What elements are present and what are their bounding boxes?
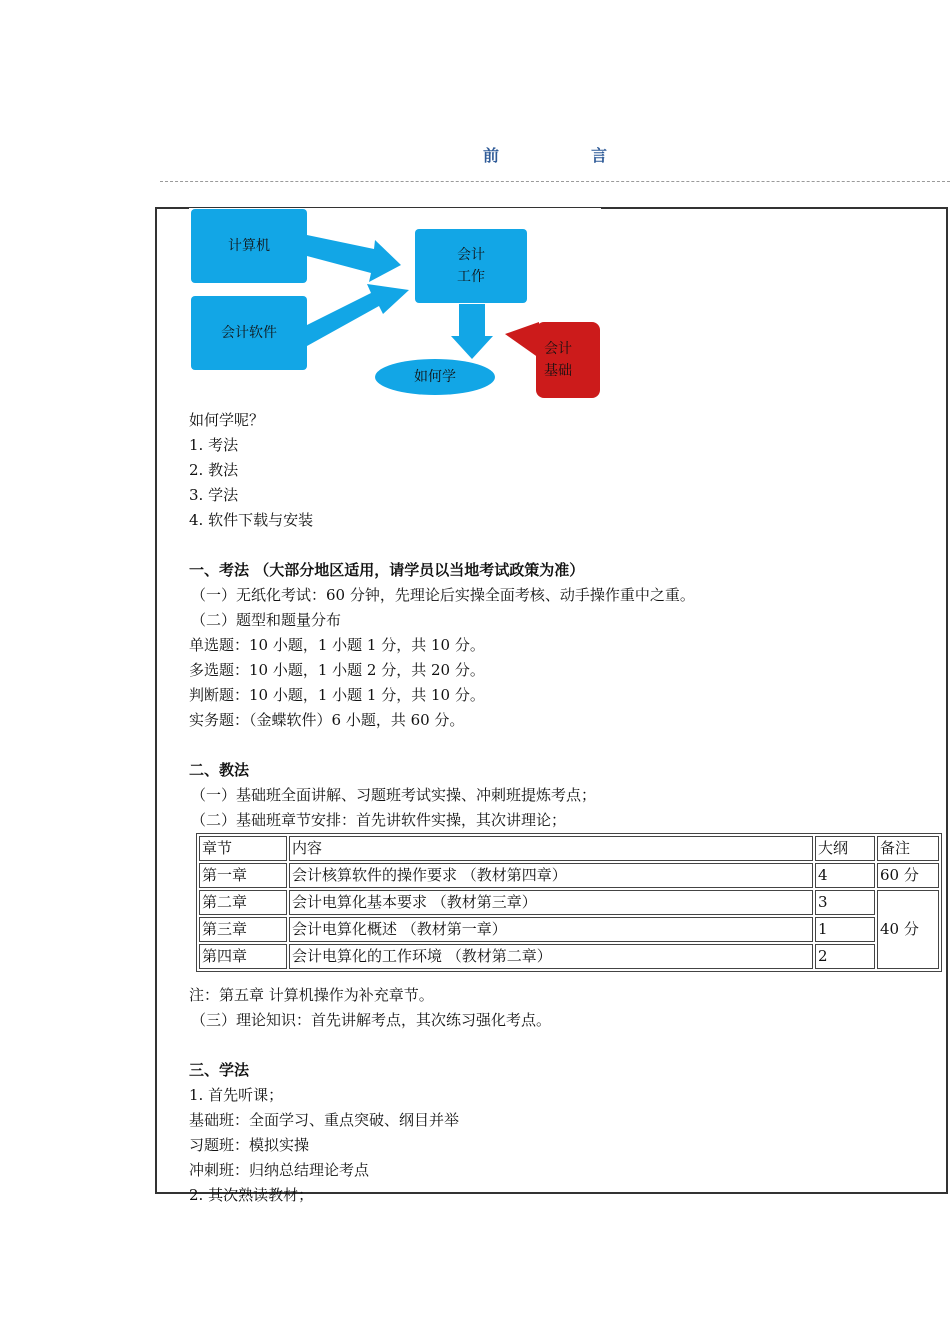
cell-outline: 2 (815, 944, 875, 969)
section1-q4: 实务题：（金蝶软件）6 小题，共 60 分。 (189, 711, 465, 729)
cell-chapter: 第三章 (199, 917, 287, 942)
section3-l4: 冲刺班：归纳总结理论考点 (189, 1161, 370, 1179)
table-header-row (199, 836, 939, 861)
section2-heading: 二、教法 (189, 761, 250, 779)
cell-content: 会计核算软件的操作要求 （教材第四章） (289, 863, 813, 888)
intro-question: 如何学呢？ (189, 411, 265, 429)
section2-p1: （一）基础班全面讲解、习题班考试实操、冲刺班提炼考点； (191, 786, 597, 804)
node-basics-label-2: 基础 (544, 363, 572, 379)
document-body (189, 408, 941, 1208)
node-work-label-2: 工作 (457, 269, 485, 285)
section1-heading: 一、考法 （大部分地区适用，请学员以当地考试政策为准） (189, 561, 585, 579)
node-how-label: 如何学 (414, 369, 456, 385)
section2-p2: （二）基础班章节安排：首先讲软件实操，其次讲理论； (191, 811, 567, 829)
intro-item-3: 3. 学法 (189, 486, 239, 504)
page-title: 前 言 (482, 146, 645, 165)
dashed-divider (160, 181, 950, 182)
section1-p1: （一）无纸化考试：60 分钟，先理论后实操全面考核、动手操作重中之重。 (191, 586, 695, 604)
arrow-software-to-work (307, 284, 409, 346)
chapter-table (196, 833, 942, 972)
callout-pointer (505, 322, 539, 358)
cell-outline: 1 (815, 917, 875, 942)
th-remark: 备注 (877, 836, 939, 861)
cell-chapter: 第二章 (199, 890, 287, 915)
node-accounting-work (415, 229, 527, 303)
section3-l5: 2. 其次熟读教材； (189, 1186, 314, 1204)
node-accounting-basics (536, 322, 600, 398)
section3-l1: 1. 首先听课； (189, 1086, 284, 1104)
cell-remark-merged: 40 分 (877, 890, 939, 969)
table-row (199, 917, 939, 942)
cell-content: 会计电算化基本要求 （教材第三章） (289, 890, 813, 915)
node-basics-label-1: 会计 (544, 341, 572, 357)
node-computer (191, 209, 307, 283)
table-row (199, 890, 939, 915)
learning-diagram (189, 208, 601, 400)
th-chapter: 章节 (199, 836, 287, 861)
content-frame-right-border (946, 207, 948, 1194)
section2-p3: （三）理论知识：首先讲解考点，其次练习强化考点。 (191, 1011, 552, 1029)
section1-q3: 判断题：10 小题，1 小题 1 分，共 10 分。 (189, 686, 485, 704)
table-row (199, 863, 939, 888)
cell-outline: 3 (815, 890, 875, 915)
section3-l2: 基础班：全面学习、重点突破、纲目并举 (189, 1111, 460, 1129)
node-software-label: 会计软件 (221, 325, 277, 341)
cell-content: 会计电算化概述 （教材第一章） (289, 917, 813, 942)
cell-chapter: 第四章 (199, 944, 287, 969)
section1-p2: （二）题型和题量分布 (191, 611, 342, 629)
arrow-computer-to-work (307, 235, 401, 282)
cell-content: 会计电算化的工作环境 （教材第二章） (289, 944, 813, 969)
cell-remark: 60 分 (877, 863, 939, 888)
th-outline: 大纲 (815, 836, 875, 861)
node-how-to-learn (375, 359, 495, 395)
th-content: 内容 (289, 836, 813, 861)
node-computer-label: 计算机 (228, 238, 270, 254)
intro-item-4: 4. 软件下载与安装 (189, 511, 314, 529)
table-row (199, 944, 939, 969)
section1-q2: 多选题：10 小题，1 小题 2 分，共 20 分。 (189, 661, 485, 679)
cell-chapter: 第一章 (199, 863, 287, 888)
section1-q1: 单选题：10 小题，1 小题 1 分，共 10 分。 (189, 636, 485, 654)
node-work-label-1: 会计 (457, 247, 485, 263)
node-accounting-software (191, 296, 307, 370)
section3-heading: 三、学法 (189, 1061, 250, 1079)
intro-item-2: 2. 教法 (189, 461, 239, 479)
section3-l3: 习题班：模拟实操 (189, 1136, 310, 1154)
cell-outline: 4 (815, 863, 875, 888)
arrow-work-to-how (451, 304, 493, 359)
section2-note: 注：第五章 计算机操作为补充章节。 (189, 986, 434, 1004)
intro-item-1: 1. 考法 (189, 436, 239, 454)
